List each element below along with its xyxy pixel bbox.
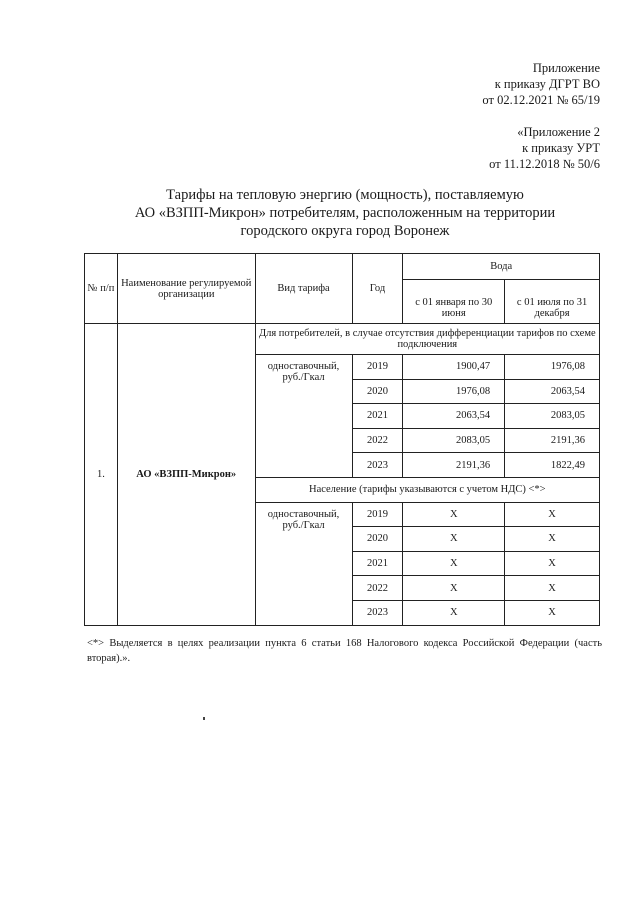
year-cell: 2019 [352, 502, 403, 527]
scan-speck [203, 717, 205, 720]
appendix-line: от 11.12.2018 № 50/6 [489, 157, 600, 171]
value-cell: Х [505, 600, 600, 625]
header-organization: Наименование регулируемой организации [117, 254, 255, 324]
value-cell: Х [403, 527, 505, 552]
appendix-header [482, 60, 600, 108]
section-header-row [85, 324, 600, 355]
header-number: № п/п [85, 254, 118, 324]
value-cell: 2191,36 [403, 453, 505, 478]
value-cell: Х [403, 600, 505, 625]
value-cell: Х [403, 502, 505, 527]
value-cell: 2083,05 [403, 428, 505, 453]
title-line: городского округа город Воронеж [240, 223, 450, 239]
footnote: <*> Выделяется в целях реализации пункта 6 статьи 168 Налогового кодекса Российской Федерации (часть вторая).». [87, 638, 602, 664]
appendix-line: к приказу ДГРТ ВО [494, 77, 600, 91]
year-cell: 2023 [352, 600, 403, 625]
organization-name: АО «ВЗПП-Микрон» [117, 324, 255, 626]
value-cell: 1900,47 [403, 355, 505, 380]
year-cell: 2021 [352, 404, 403, 429]
value-cell: 1822,49 [505, 453, 600, 478]
value-cell: 2063,54 [403, 404, 505, 429]
value-cell: 2063,54 [505, 379, 600, 404]
value-cell: 1976,08 [403, 379, 505, 404]
section-title: Население (тарифы указываются с учетом НДС) <*> [255, 477, 599, 502]
appendix-line: «Приложение 2 [517, 125, 600, 139]
row-number: 1. [85, 324, 118, 626]
document-title [120, 186, 570, 240]
year-cell: 2022 [352, 576, 403, 601]
value-cell: Х [505, 527, 600, 552]
value-cell: Х [403, 576, 505, 601]
value-cell: Х [403, 551, 505, 576]
tariff-table [84, 253, 600, 626]
year-cell: 2021 [352, 551, 403, 576]
value-cell: 2191,36 [505, 428, 600, 453]
header-period-2: с 01 июля по 31 декабря [505, 280, 600, 324]
year-cell: 2022 [352, 428, 403, 453]
appendix-line: от 02.12.2021 № 65/19 [482, 93, 600, 107]
section-title: Для потребителей, в случае отсутствия дифференциации тарифов по схеме подключения [255, 324, 599, 355]
value-cell: Х [505, 502, 600, 527]
tariff-type-cell: одноставочный, руб./Гкал [255, 355, 352, 478]
header-row [85, 254, 600, 280]
header-year: Год [352, 254, 403, 324]
value-cell: 2083,05 [505, 404, 600, 429]
tariff-type-cell: одноставочный, руб./Гкал [255, 502, 352, 625]
header-tariff-type: Вид тарифа [255, 254, 352, 324]
header-period-1: с 01 января по 30 июня [403, 280, 505, 324]
appendix-line: к приказу УРТ [522, 141, 600, 155]
value-cell: 1976,08 [505, 355, 600, 380]
appendix-line: Приложение [532, 61, 600, 75]
header-water-group: Вода [403, 254, 600, 280]
value-cell: Х [505, 576, 600, 601]
year-cell: 2019 [352, 355, 403, 380]
title-line: Тарифы на тепловую энергию (мощность), поставляемую [166, 187, 524, 203]
title-line: АО «ВЗПП-Микрон» потребителям, расположенным на территории [134, 205, 556, 221]
year-cell: 2023 [352, 453, 403, 478]
value-cell: Х [505, 551, 600, 576]
original-appendix-header [489, 124, 600, 172]
year-cell: 2020 [352, 527, 403, 552]
year-cell: 2020 [352, 379, 403, 404]
